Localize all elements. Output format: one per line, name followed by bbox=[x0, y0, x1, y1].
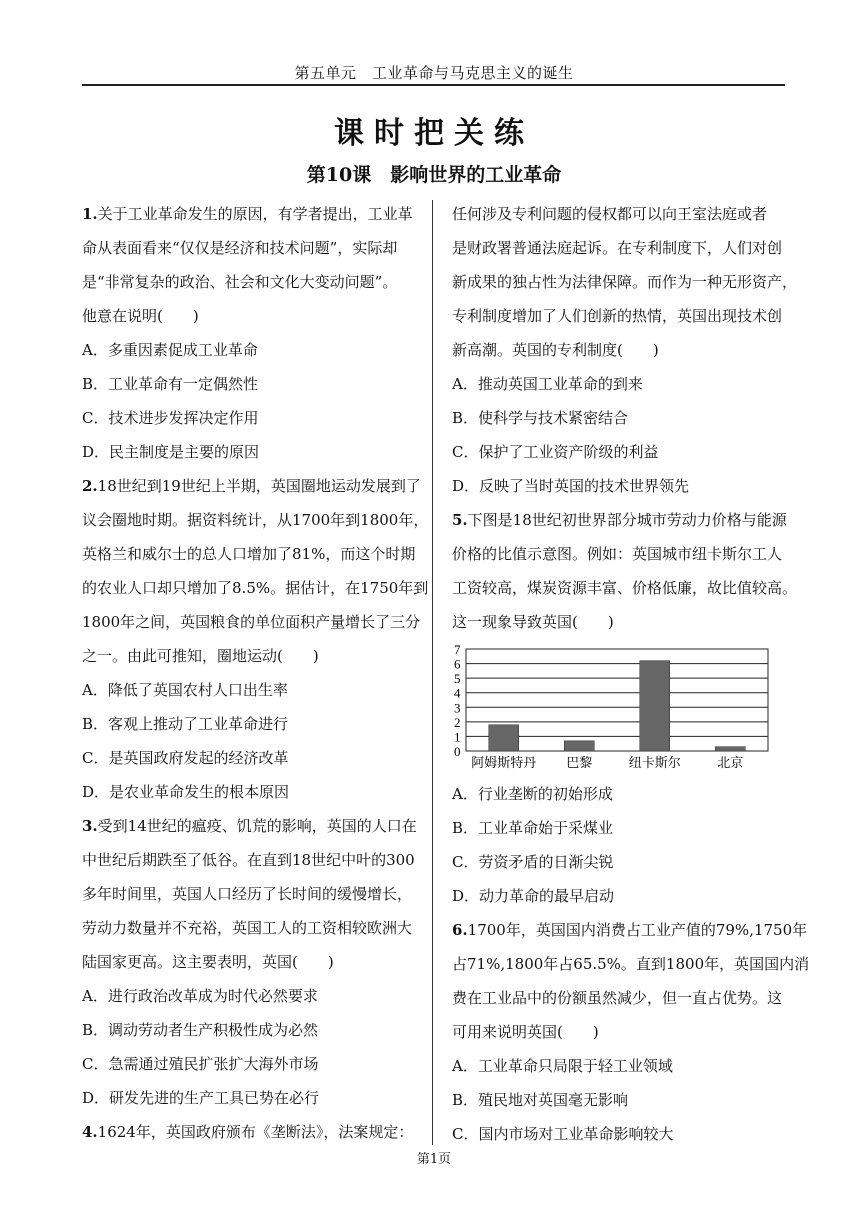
text-line bbox=[82, 503, 429, 537]
line-text: C．保护了工业资产阶级的利益 bbox=[452, 443, 659, 461]
question-number: 5. bbox=[452, 511, 468, 529]
text-line bbox=[452, 571, 798, 605]
y-tick-label: 6 bbox=[454, 656, 461, 672]
y-tick-label: 5 bbox=[454, 671, 461, 687]
text-line bbox=[82, 231, 417, 265]
text-line bbox=[452, 913, 808, 947]
line-text: D．研发先进的生产工具已势在必行 bbox=[82, 1089, 320, 1107]
text-line bbox=[82, 469, 421, 503]
text-line bbox=[452, 333, 787, 367]
text-line bbox=[452, 231, 787, 265]
line-text: 是“非常复杂的政治、社会和文化大变动问题”。 bbox=[82, 273, 398, 291]
line-text: 1700年，英国国内消费占工业产值的79%,1750年 bbox=[467, 921, 808, 939]
line-text: 议会圈地时期。据资料统计，从1700年到1800年， bbox=[82, 511, 429, 529]
text-line bbox=[452, 1117, 787, 1151]
text-line bbox=[82, 639, 417, 673]
line-text: 之一。由此可推知，圈地运动( ) bbox=[82, 647, 319, 665]
question-number: 6. bbox=[452, 921, 468, 939]
text-line bbox=[82, 945, 417, 979]
text-line bbox=[82, 1081, 417, 1115]
bar-chart-svg bbox=[452, 639, 772, 777]
header-rule bbox=[82, 84, 785, 86]
text-line bbox=[452, 811, 787, 845]
column-divider bbox=[432, 200, 433, 1145]
line-text: D．反映了当时英国的技术世界领先 bbox=[452, 477, 690, 495]
text-line bbox=[82, 775, 417, 809]
text-line bbox=[82, 571, 429, 605]
text-line bbox=[452, 845, 787, 879]
text-line bbox=[82, 911, 417, 945]
line-text: C．国内市场对工业革命影响较大 bbox=[452, 1125, 674, 1143]
text-line bbox=[452, 503, 787, 537]
text-line bbox=[82, 537, 417, 571]
y-tick-label: 7 bbox=[454, 642, 461, 657]
line-text: C．劳资矛盾的日渐尖锐 bbox=[452, 853, 614, 871]
line-text: 18世纪到19世纪上半期，英国圈地运动发展到了 bbox=[97, 477, 421, 495]
text-line bbox=[452, 605, 787, 639]
text-line bbox=[452, 879, 787, 913]
line-text: C．是英国政府发起的经济改革 bbox=[82, 749, 289, 767]
text-line bbox=[82, 299, 417, 333]
line-text: A．行业垄断的初始形成 bbox=[452, 785, 613, 803]
line-text: B．工业革命始于采煤业 bbox=[452, 819, 614, 837]
line-text: 下图是18世纪初世界部分城市劳动力价格与能源 bbox=[467, 511, 787, 529]
unit-header: 第五单元 工业革命与马克思主义的诞生 bbox=[294, 64, 574, 82]
question-number: 2. bbox=[82, 477, 98, 495]
line-text: 中世纪后期跌至了低谷。在直到18世纪中叶的300 bbox=[82, 851, 415, 869]
right-column-bottom bbox=[452, 777, 810, 1151]
line-text: 英格兰和威尔士的总人口增加了81%，而这个时期 bbox=[82, 545, 416, 563]
text-line bbox=[452, 435, 787, 469]
text-line bbox=[82, 367, 417, 401]
text-line bbox=[452, 947, 810, 981]
line-text: A．推动英国工业革命的到来 bbox=[452, 375, 643, 393]
x-tick-label: 纽卡斯尔 bbox=[628, 756, 681, 771]
line-text: 劳动力数量并不充裕，英国工人的工资相较欧洲大 bbox=[82, 919, 413, 937]
line-text: 1800年之间，英国粮食的单位面积产量增长了三分 bbox=[82, 613, 421, 631]
line-text: 任何涉及专利问题的侵权都可以向王室法庭或者 bbox=[452, 205, 768, 223]
bar bbox=[489, 725, 519, 751]
text-line bbox=[82, 707, 417, 741]
line-text: 陆国家更高。这主要表明，英国( ) bbox=[82, 953, 334, 971]
text-line bbox=[452, 537, 787, 571]
line-text: D．是农业革命发生的根本原因 bbox=[82, 783, 290, 801]
line-text: 可用来说明英国( ) bbox=[452, 1023, 599, 1041]
text-line bbox=[82, 333, 417, 367]
text-line bbox=[82, 435, 417, 469]
text-line bbox=[452, 981, 787, 1015]
text-line bbox=[452, 265, 798, 299]
text-line bbox=[82, 1047, 417, 1081]
text-line bbox=[452, 299, 787, 333]
y-tick-label: 1 bbox=[454, 729, 461, 745]
y-tick-label: 2 bbox=[454, 714, 461, 730]
text-line bbox=[452, 469, 787, 503]
line-text: D．民主制度是主要的原因 bbox=[82, 443, 260, 461]
lesson-title: 第10课 影响世界的工业革命 bbox=[306, 164, 562, 186]
line-text: A．多重因素促成工业革命 bbox=[82, 341, 258, 359]
line-text: 命从表面看来“仅仅是经济和技术问题”，实际却 bbox=[82, 239, 398, 257]
line-text: 价格的比值示意图。例如：英国城市纽卡斯尔工人 bbox=[452, 545, 783, 563]
y-tick-label: 4 bbox=[454, 685, 461, 701]
line-text: 专利制度增加了人们创新的热情，英国出现技术创 bbox=[452, 307, 783, 325]
line-text: 受到14世纪的瘟疫、饥荒的影响，英国的人口在 bbox=[97, 817, 417, 835]
question-number: 3. bbox=[82, 817, 98, 835]
line-text: 1624年，英国政府颁布《垄断法》，法案规定： bbox=[97, 1123, 414, 1141]
y-tick-label: 0 bbox=[454, 744, 461, 759]
line-text: A．进行政治改革成为时代必然要求 bbox=[82, 987, 318, 1005]
text-line bbox=[82, 979, 417, 1013]
line-text: 是财政署普通法庭起诉。在专利制度下，人们对创 bbox=[452, 239, 783, 257]
text-line bbox=[82, 401, 417, 435]
text-line bbox=[452, 777, 787, 811]
left-column bbox=[82, 197, 429, 1149]
text-line bbox=[82, 605, 421, 639]
question-number: 4. bbox=[82, 1123, 98, 1141]
bar bbox=[715, 747, 745, 751]
text-line bbox=[452, 1083, 787, 1117]
line-text: B．调动劳动者生产积极性成为必然 bbox=[82, 1021, 319, 1039]
bar bbox=[564, 741, 594, 751]
x-tick-label: 阿姆斯特丹 bbox=[471, 756, 537, 771]
right-column bbox=[452, 197, 810, 1151]
line-text: 这一现象导致英国( ) bbox=[452, 613, 614, 631]
text-line bbox=[82, 809, 417, 843]
text-line bbox=[82, 673, 417, 707]
line-text: 新高潮。英国的专利制度( ) bbox=[452, 341, 659, 359]
text-line bbox=[82, 843, 417, 877]
line-text: C．急需通过殖民扩张扩大海外市场 bbox=[82, 1055, 319, 1073]
page-title: 课时把关练 bbox=[334, 116, 534, 151]
line-text: 多年时间里，英国人口经历了长时间的缓慢增长， bbox=[82, 885, 413, 903]
text-line bbox=[452, 197, 787, 231]
bar-chart bbox=[452, 639, 787, 777]
line-text: B．使科学与技术紧密结合 bbox=[452, 409, 629, 427]
page-number: 第1页 bbox=[416, 1152, 452, 1167]
line-text: A．工业革命只局限于轻工业领域 bbox=[452, 1057, 673, 1075]
line-text: B．工业革命有一定偶然性 bbox=[82, 375, 259, 393]
text-line bbox=[82, 265, 417, 299]
text-line bbox=[82, 741, 417, 775]
line-text: 工资较高，煤炭资源丰富、价格低廉，故比值较高。 bbox=[452, 579, 798, 597]
line-text: C．技术进步发挥决定作用 bbox=[82, 409, 259, 427]
line-text: 关于工业革命发生的原因，有学者提出，工业革 bbox=[97, 205, 413, 223]
bar bbox=[640, 661, 670, 751]
text-line bbox=[452, 367, 787, 401]
line-text: 的农业人口却只增加了8.5%。据估计，在1750年到 bbox=[82, 579, 429, 597]
line-text: 占71%,1800年占65.5%。直到1800年，英国国内消 bbox=[452, 955, 810, 973]
right-column-top bbox=[452, 197, 798, 639]
question-number: 1. bbox=[82, 205, 98, 223]
line-text: B．殖民地对英国毫无影响 bbox=[452, 1091, 629, 1109]
text-line bbox=[452, 1015, 787, 1049]
x-tick-label: 巴黎 bbox=[566, 756, 593, 771]
line-text: D．动力革命的最早启动 bbox=[452, 887, 615, 905]
line-text: B．客观上推动了工业革命进行 bbox=[82, 715, 289, 733]
line-text: 新成果的独占性为法律保障。而作为一种无形资产， bbox=[452, 273, 798, 291]
line-text: 费在工业品中的份额虽然减少，但一直占优势。这 bbox=[452, 989, 783, 1007]
text-line bbox=[452, 401, 787, 435]
line-text: 他意在说明( ) bbox=[82, 307, 199, 325]
text-line bbox=[82, 877, 417, 911]
line-text: A．降低了英国农村人口出生率 bbox=[82, 681, 288, 699]
text-line bbox=[82, 1013, 417, 1047]
text-line bbox=[82, 197, 417, 231]
text-line bbox=[82, 1115, 417, 1149]
y-tick-label: 3 bbox=[454, 700, 461, 716]
x-tick-label: 北京 bbox=[717, 756, 744, 771]
text-line bbox=[452, 1049, 787, 1083]
